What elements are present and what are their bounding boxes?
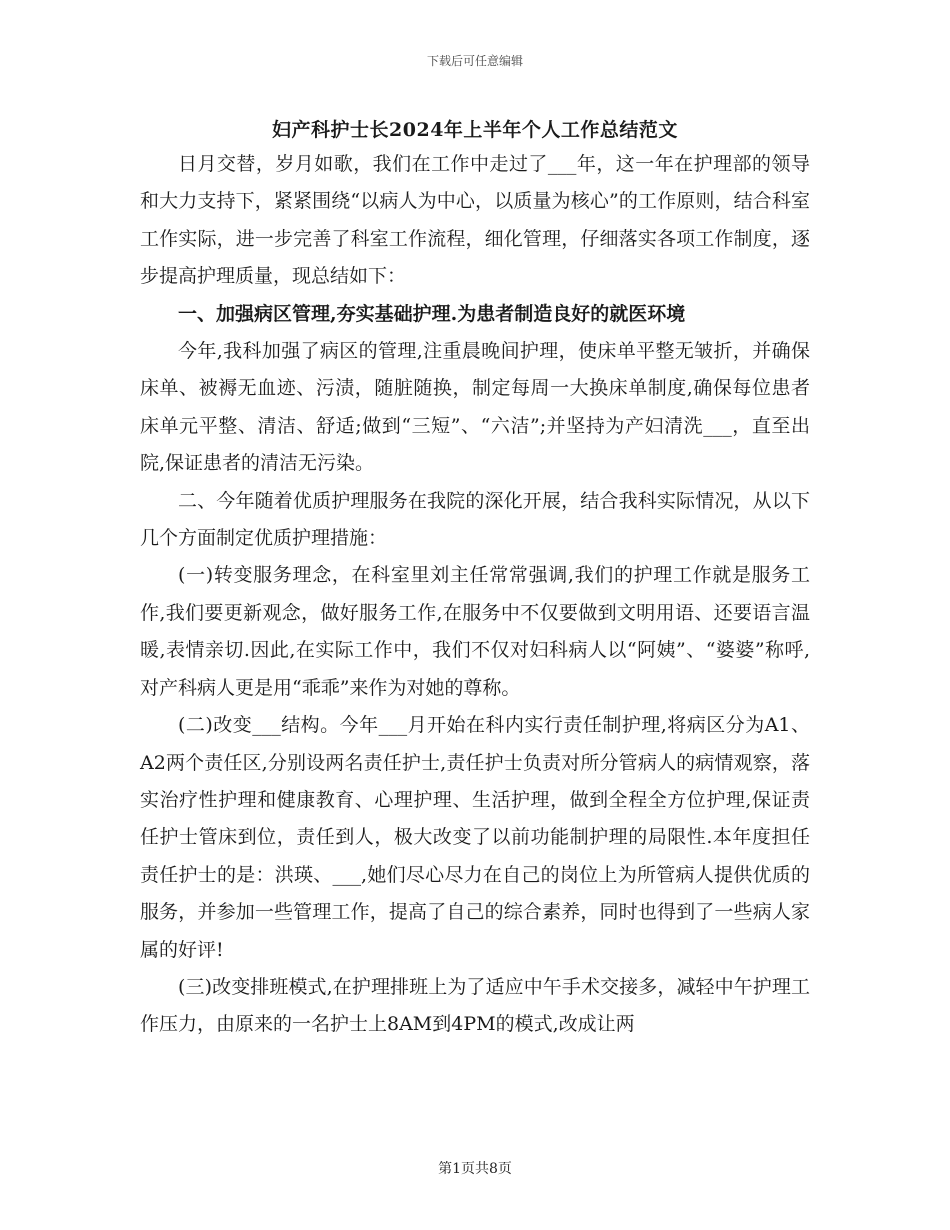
header-note: 下载后可任意编辑	[426, 54, 523, 68]
page-indicator: 第1页共8页	[438, 1161, 512, 1177]
paragraph-structure-change: (二)改变___结构。今年___月开始在科内实行责任制护理,将病区分为A1、A2两个责任区,分别设两名责任护士,责任护士负责对所分管病人的病情观察，落实治疗性护理和健康教育、心理护理、生活护理，做到全程全方位护理,保证责任护士管床到位，责任到人，极大改变了以前功能制护理的局限性.本年度担任责任护士的是：洪瑛、___,她们尽心尽力在自己的岗位上为所管病人提供优质的服务，并参加一些管理工作，提高了自己的综合素养，同时也得到了一些病人家属的好评!	[140, 714, 810, 961]
paragraph-intro: 日月交替，岁月如歌，我们在工作中走过了___年，这一年在护理部的领导和大力支持下，紧紧围绕“以病人为中心，以质量为核心”的工作原则，结合科室工作实际，进一步完善了科室工作流程，细化管理，仔细落实各项工作制度，逐步提高护理质量，现总结如下：	[140, 153, 810, 288]
document-body	[140, 146, 810, 1044]
paragraph-scheduling: (三)改变排班模式,在护理排班上为了适应中午手术交接多，减轻中午护理工作压力，由原来的一名护士上8AM到4PM的模式,改成让两	[140, 975, 810, 1036]
paragraph-ward-management: 今年,我科加强了病区的管理,注重晨晚间护理，使床单平整无皱折，并确保床单、被褥无血迹、污渍，随脏随换，制定每周一大换床单制度,确保每位患者床单元平整、清洁、舒适;做到“三短”、“六洁”;并坚持为产妇清洗___，直至出院,保证患者的清洁无污染。	[140, 340, 810, 475]
document-title: 妇产科护士长2024年上半年个人工作总结范文	[272, 119, 678, 141]
paragraph-service-concept: (一)转变服务理念，在科室里刘主任常常强调,我们的护理工作就是服务工作,我们要更新观念，做好服务工作,在服务中不仅要做到文明用语、还要语言温暖,表情亲切.因此,在实际工作中，我们不仅对妇科病人以“阿姨”、“婆婆”称呼,对产科病人更是用“乖乖”来作为对她的尊称。	[140, 564, 810, 699]
section-heading-1: 一、加强病区管理,夯实基础护理.为患者制造良好的就医环境	[178, 302, 686, 325]
paragraph-quality-care-intro: 二、今年随着优质护理服务在我院的深化开展，结合我科实际情况，从以下几个方面制定优质护理措施：	[140, 489, 810, 550]
